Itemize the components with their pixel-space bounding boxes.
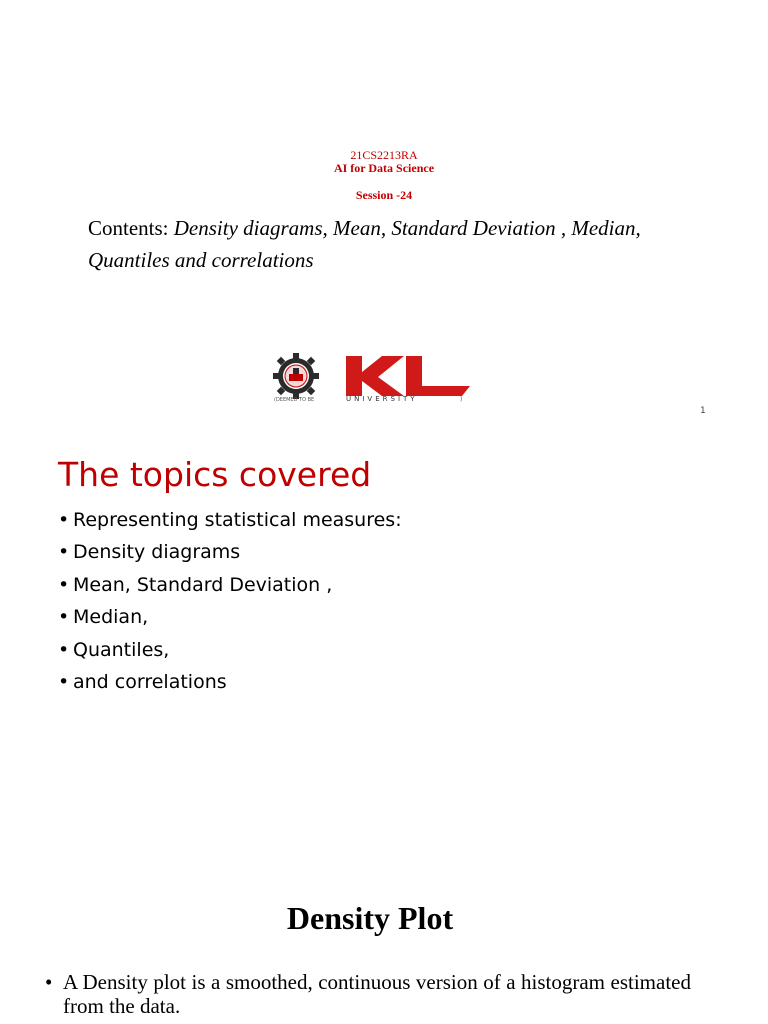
course-title: AI for Data Science xyxy=(333,161,435,175)
list-item xyxy=(58,504,402,536)
bullet: • xyxy=(45,970,53,994)
bullet: • xyxy=(58,509,70,531)
bullet: • xyxy=(58,670,70,693)
logo-tagline-end: ) xyxy=(460,396,463,403)
logo-tagline: (DEEMED TO BE xyxy=(274,397,315,403)
density-bullet-text: A Density plot is a smoothed, continuous version of a histogram estimated from the data. xyxy=(63,970,691,1018)
contents-line xyxy=(88,212,708,276)
list-item xyxy=(58,601,402,633)
bullet: • xyxy=(58,606,70,629)
title-slide xyxy=(0,0,768,430)
list-item-text: Median, xyxy=(73,606,149,629)
density-plot-slide xyxy=(0,860,768,1024)
density-bullet xyxy=(45,970,691,1018)
list-item-text: Density diagrams xyxy=(73,541,241,564)
bullet: • xyxy=(58,638,70,661)
bullet: • xyxy=(58,541,70,564)
kl-university-logo xyxy=(272,350,477,405)
session-label: Session -24 xyxy=(355,188,413,202)
list-item xyxy=(58,666,402,698)
contents-label: Contents: xyxy=(88,216,169,240)
list-item-text: Representing statistical measures: xyxy=(73,509,402,531)
course-code: 21CS2213RA xyxy=(350,148,418,162)
logo-subtext: UNIVERSITY xyxy=(346,395,418,403)
bullet: • xyxy=(58,573,70,596)
contents-items: Density diagrams, Mean, Standard Deviation , Median, Quantiles and correlations xyxy=(88,216,641,272)
gear-emblem-icon xyxy=(273,353,319,399)
topics-list xyxy=(58,504,402,698)
list-item-text: Quantiles, xyxy=(73,638,170,661)
page-number: 1 xyxy=(700,406,706,416)
list-item xyxy=(58,536,402,568)
topics-slide xyxy=(0,430,768,860)
list-item xyxy=(58,569,402,601)
list-item xyxy=(58,634,402,666)
density-title: Density Plot xyxy=(286,900,454,936)
list-item-text: Mean, Standard Deviation , xyxy=(73,573,333,596)
kl-letters xyxy=(346,356,470,396)
topics-title: The topics covered xyxy=(58,455,372,494)
list-item-text: and correlations xyxy=(73,670,227,693)
